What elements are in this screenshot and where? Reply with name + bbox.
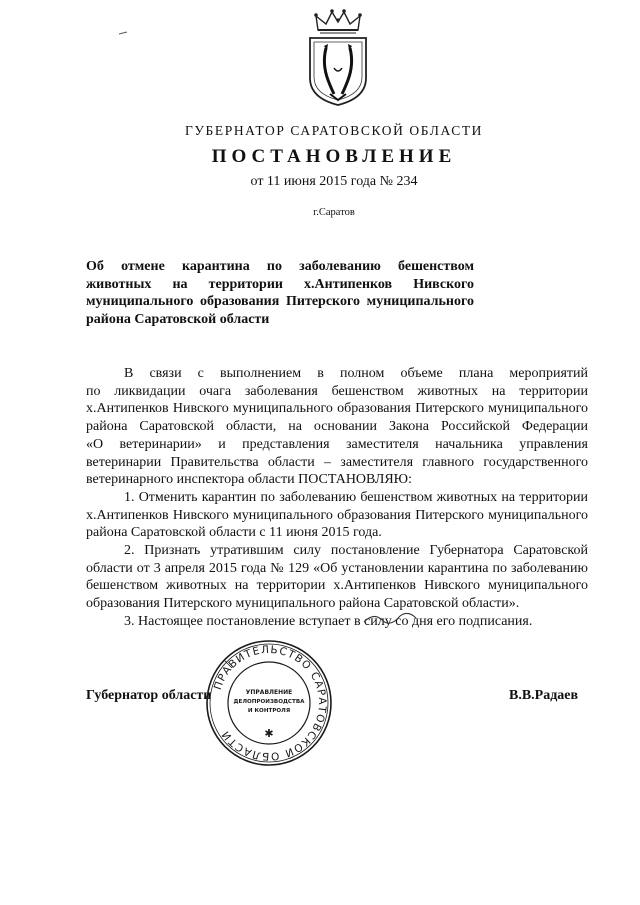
- stamp-ring-text: ПРАВИТЕЛЬСТВО САРАТОВСКОЙ ОБЛАСТИ: [211, 643, 329, 763]
- subject-line: района Саратовской области: [86, 311, 270, 327]
- body-line: по ликвидации очага заболевания бешенством животных на территории: [86, 383, 588, 399]
- handwritten-mark: [360, 608, 420, 630]
- subject-line: муниципального образования Питерского муниципального: [86, 294, 474, 309]
- saratov-coat-of-arms-icon: [300, 8, 376, 108]
- body-line: 1. Отменить карантин по заболеванию бешенством животных на территории: [124, 489, 588, 505]
- body-line: ветеринарии Правительства области – заместителя главного государственного: [86, 454, 588, 470]
- body-line: 3. Настоящее постановление вступает в силу со дня его подписания.: [124, 613, 533, 629]
- document-subject: [86, 258, 474, 328]
- body-line: В связи с выполнением в полном объеме плана мероприятий: [124, 366, 588, 381]
- body-line: области от 3 апреля 2015 года № 129 «Об установлении карантина по заболеванию: [86, 560, 588, 576]
- signatory-name: В.В.Радаев: [509, 688, 579, 703]
- body-line: бешенством животных на территории х.Антипенков Нивского муниципального: [86, 578, 588, 594]
- body-line: 2. Признать утратившим силу постановление Губернатора Саратовской: [124, 543, 588, 559]
- body-line: х.Антипенков Нивского муниципального образования Питерского муниципального: [86, 401, 588, 417]
- body-line: х.Антипенков Нивского муниципального образования Питерского муниципального: [86, 507, 588, 523]
- subject-line: животных на территории х.Антипенков Нивского: [86, 276, 474, 292]
- body-line: образования Питерского муниципального района Саратовской области».: [86, 596, 520, 612]
- signatory-position: Губернатор области: [86, 688, 212, 703]
- stamp-center-line: УПРАВЛЕНИЕ: [245, 689, 293, 696]
- stamp-center-line: И КОНТРОЛЯ: [247, 708, 291, 714]
- subject-line: Об отмене карантина по заболеванию бешенством: [86, 259, 474, 274]
- scan-mark: [118, 30, 128, 36]
- stamp-center-line: ДЕЛОПРОИЗВОДСТВА: [233, 699, 305, 705]
- body-line: «О ветеринарии» и представления заместителя начальника управления: [86, 436, 588, 452]
- document-type: ПОСТАНОВЛЕНИЕ: [211, 146, 457, 167]
- body-line: ветеринарного инспектора области ПОСТАНОВЛЯЮ:: [86, 472, 412, 488]
- document-date-number: от 11 июня 2015 года № 234: [250, 174, 418, 189]
- body-line: района Саратовской области, на основании Закона Российской Федерации: [86, 419, 588, 435]
- official-stamp: [204, 638, 334, 768]
- issuer-title: ГУБЕРНАТОР САРАТОВСКОЙ ОБЛАСТИ: [184, 123, 484, 138]
- stamp-star-icon: ✱: [264, 727, 274, 740]
- body-line: района Саратовской области с 11 июня 2015 года.: [86, 525, 382, 541]
- document-city: г.Саратов: [313, 207, 355, 218]
- document-body: [86, 365, 588, 631]
